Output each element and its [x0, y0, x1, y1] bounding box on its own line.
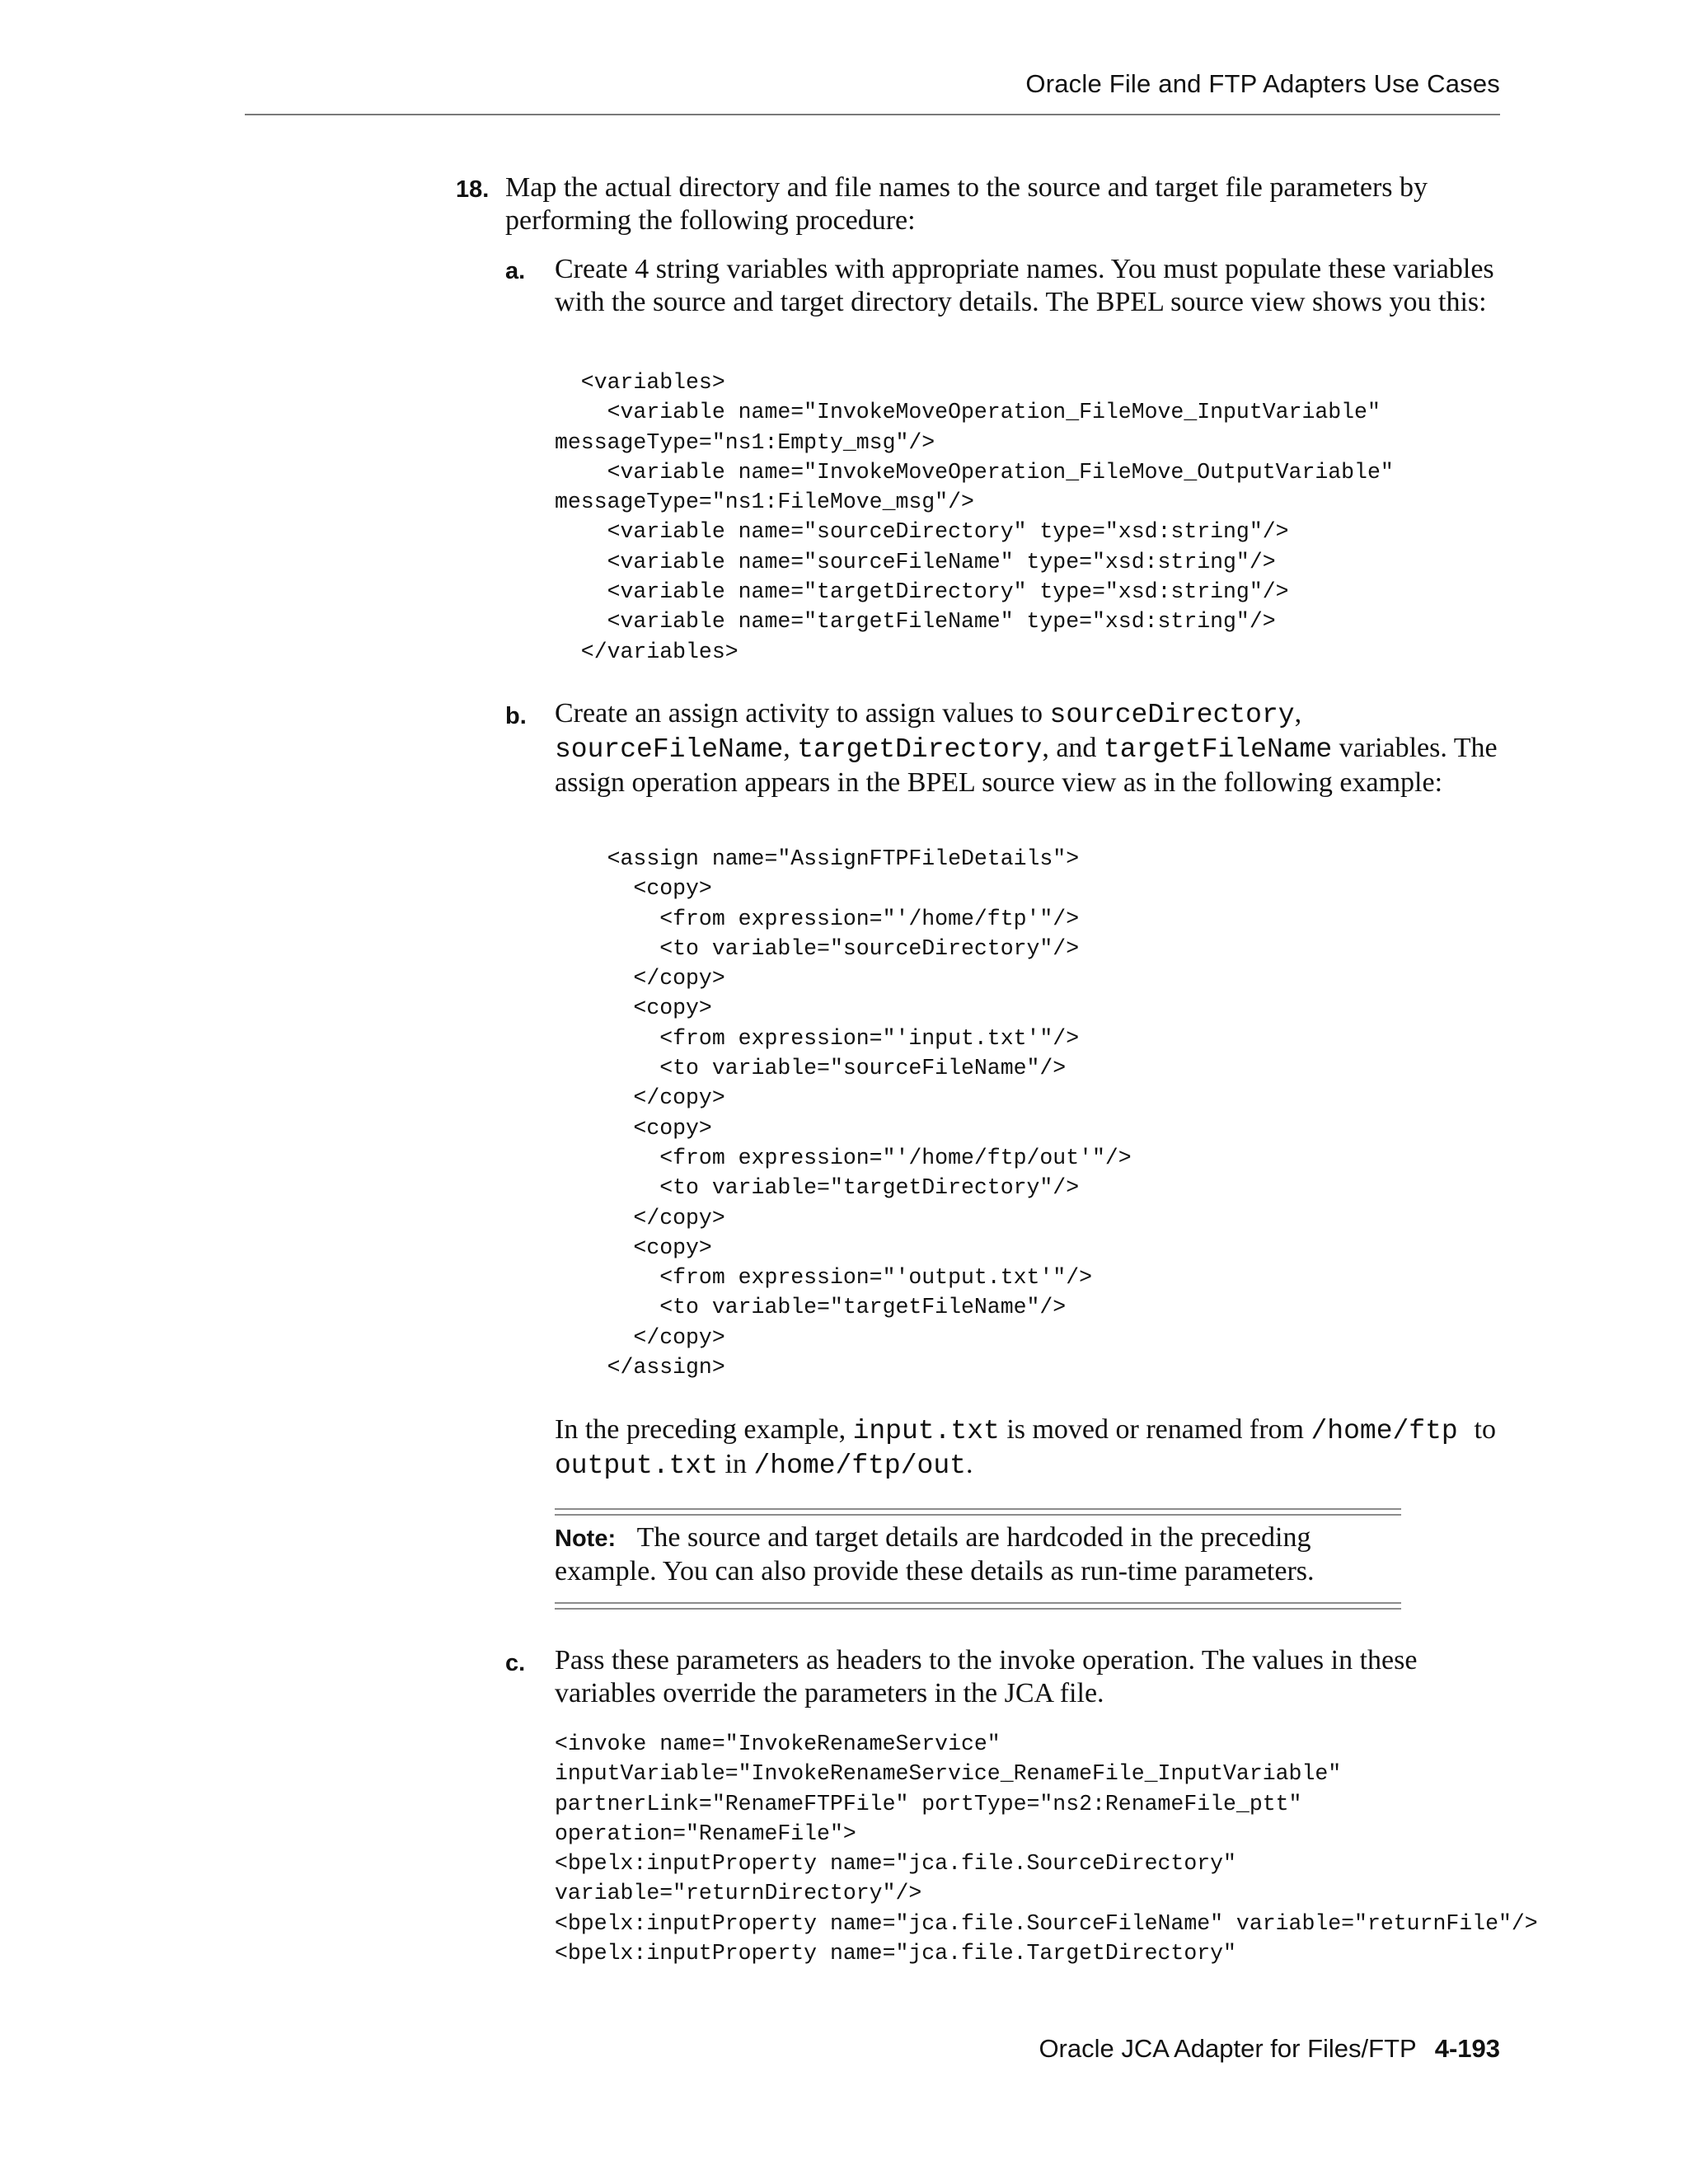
- note-rule-bottom-2: [555, 1608, 1401, 1610]
- substep-c-text: Pass these parameters as headers to the invoke operation. The values in these variables override the parameters in the JCA file.: [555, 1645, 1418, 1708]
- note-box: [555, 1521, 1404, 1588]
- code-target-file-name: targetFileName: [1103, 734, 1333, 765]
- substep-b-label: b.: [505, 703, 527, 729]
- code-target-directory: targetDirectory: [797, 734, 1043, 765]
- note-rule-bottom-1: [555, 1602, 1401, 1604]
- assign-code-block: <assign name="AssignFTPFileDetails"> <copy> <from expression="'/home/ftp'"/> <to variable="sourceDirectory"/> </copy> <copy> <from expression="'input.txt'"/> <to variable="sourceFileName"/> </copy> <copy> <from expression="'/home/ftp/out'"/> <to variable="targetDirectory"/> </copy> <copy> <from expression="'output.txt'"/> <to variable="targetFileName"/> </copy> </assign>: [607, 846, 1132, 1380]
- invoke-code-block: <invoke name="InvokeRenameService" inputVariable="InvokeRenameService_RenameFile_InputVariable" partnerLink="RenameFTPFile" portType="ns2:RenameFile_ptt" operation="RenameFile"> <bpelx:inputProperty name="jca.file.SourceDirectory" variable="returnDirectory"/> <bpelx:inputProperty name="jca.file.SourceFileName" variable="returnFile"/> <bpelx:inputProperty name="jca.file.TargetDirectory": [555, 1732, 1538, 1966]
- paragraph-text-part: to: [1474, 1414, 1496, 1445]
- substep-b-text-part: Create an assign activity to assign values to: [555, 698, 1050, 729]
- substep-b-text-part: ,: [1294, 698, 1302, 729]
- code-home-ftp-out: /home/ftp/out: [753, 1451, 966, 1481]
- code-home-ftp: /home/ftp: [1311, 1416, 1475, 1446]
- substep-b-text-part: ,: [783, 733, 798, 763]
- code-source-file-name: sourceFileName: [555, 734, 784, 765]
- code-input-txt: input.txt: [852, 1416, 1000, 1446]
- substep-b-text-part: , and: [1042, 733, 1104, 763]
- variables-code-block: <variables> <variable name="InvokeMoveOperation_FileMove_InputVariable" messageType="ns1:Empty_msg"/> <variable name="InvokeMoveOperation_FileMove_OutputVariable" messageType="ns1:FileMove_msg"/> <variable name="sourceDirectory" type="xsd:string"/> <variable name="sourceFileName" type="xsd:string"/> <variable name="targetDirectory" type="xsd:string"/> <variable name="targetFileName" type="xsd:string"/> </variables>: [555, 370, 1394, 664]
- code-source-directory: sourceDirectory: [1049, 700, 1295, 730]
- paragraph-text-part: In the preceding example,: [555, 1414, 853, 1445]
- page-number: 4-193: [1434, 2034, 1500, 2063]
- note-text: The source and target details are hardcoded in the preceding example. You can also provide these details as run-time parameters.: [555, 1522, 1315, 1586]
- footer-book-title: Oracle JCA Adapter for Files/FTP: [1039, 2034, 1417, 2063]
- preceding-example-paragraph: [555, 1413, 1507, 1483]
- paragraph-text-part: in: [718, 1449, 754, 1479]
- substep-a-text: Create 4 string variables with appropriate names. You must populate these variables with the source and target directory details. The BPEL source view shows you this:: [555, 254, 1494, 317]
- substep-b-text: [555, 697, 1507, 799]
- step-number: 18.: [456, 176, 490, 203]
- note-rule-top-2: [555, 1514, 1401, 1516]
- page-footer: [1039, 2034, 1500, 2064]
- step-text: Map the actual directory and file names to the source and target file parameters by performing the following procedure:: [505, 172, 1428, 236]
- running-header: Oracle File and FTP Adapters Use Cases: [1025, 69, 1500, 98]
- substep-b-text-part: variables. The assign operation appears in the BPEL source view as in the following example:: [555, 733, 1498, 798]
- header-rule: [245, 114, 1500, 115]
- substep-a-label: a.: [505, 258, 526, 284]
- paragraph-text-part: .: [965, 1449, 973, 1479]
- code-output-txt: output.txt: [555, 1451, 719, 1481]
- note-label: Note:: [555, 1526, 617, 1552]
- paragraph-text-part: is moved or renamed from: [999, 1414, 1311, 1445]
- note-rule-top-1: [555, 1508, 1401, 1510]
- substep-c-label: c.: [505, 1650, 526, 1676]
